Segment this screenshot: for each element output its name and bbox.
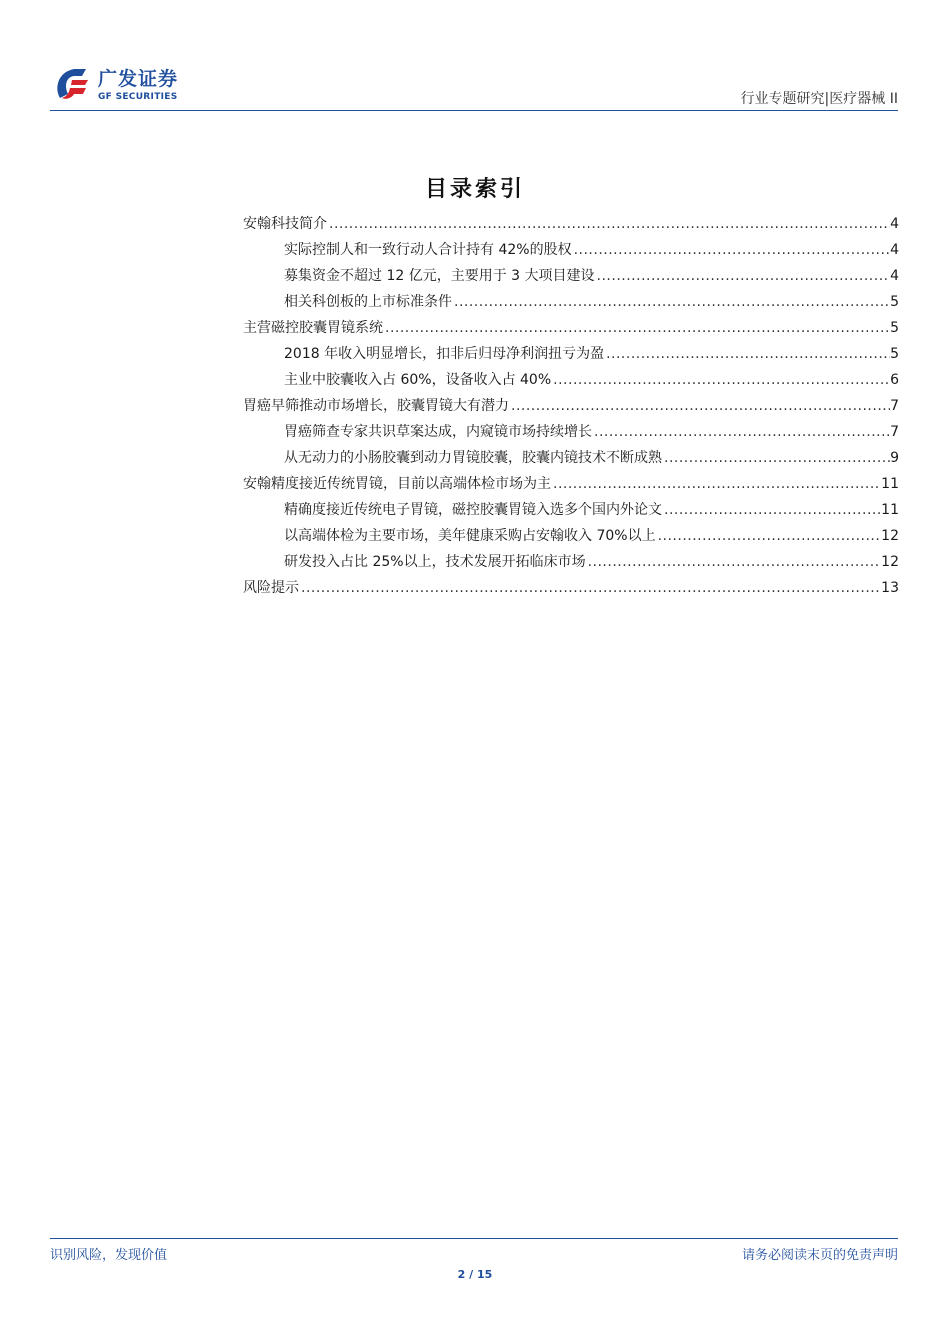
toc-leader-dots [572,237,891,263]
toc-entry-page: 11 [881,476,899,492]
logo-chinese-name: 广发证券 [98,68,179,90]
logo-english-name: GF SECURITIES [98,92,178,102]
toc-entry-text: 主业中胶囊收入占 60%，设备收入占 40% [284,372,552,388]
toc-entry-text: 实际控制人和一致行动人合计持有 42%的股权 [284,242,572,258]
toc-entry[interactable] [243,471,899,497]
page-header [50,62,898,110]
toc-entry-page: 4 [890,242,899,258]
toc-leader-dots [383,315,890,341]
toc-entry-page: 11 [881,502,899,518]
footer-divider [50,1238,898,1239]
toc-entry-text: 精确度接近传统电子胃镜，磁控胶囊胃镜入选多个国内外论文 [284,502,662,518]
toc-leader-dots [509,393,890,419]
toc-leader-dots [299,575,881,601]
toc-entry-page: 12 [881,554,899,570]
toc-entry[interactable] [243,237,899,263]
toc-entry-text: 安翰精度接近传统胃镜，目前以高端体检市场为主 [243,476,551,492]
toc-entry[interactable] [243,445,899,471]
toc-entry-page: 12 [881,528,899,544]
toc-entry-text: 研发投入占比 25%以上，技术发展开拓临床市场 [284,554,586,570]
toc-leader-dots [662,497,881,523]
toc-entry[interactable] [243,393,899,419]
toc-entry-page: 7 [890,424,899,440]
toc-leader-dots [604,341,890,367]
toc-entry[interactable] [243,575,899,601]
toc-entry-page: 9 [890,450,899,466]
toc-entry[interactable] [243,367,899,393]
toc-entry-page: 4 [890,216,899,232]
toc-entry-text: 相关科创板的上市标准条件 [284,294,452,310]
gf-logo-icon [52,64,94,106]
report-type-label: 行业专题研究|医疗器械 II [740,91,898,107]
toc-entry-page: 4 [890,268,899,284]
page-number: 2 / 15 [457,1268,493,1281]
toc-entry[interactable] [243,341,899,367]
toc-entry-page: 5 [890,320,899,336]
footer-disclaimer: 请务必阅读末页的免责声明 [741,1248,898,1263]
toc-entry-page: 5 [890,294,899,310]
toc-entry[interactable] [243,419,899,445]
toc-entry[interactable] [243,549,899,575]
toc-entry-text: 胃癌早筛推动市场增长，胶囊胃镜大有潜力 [243,398,509,414]
toc-entry-text: 风险提示 [243,580,299,596]
toc-entry[interactable] [243,523,899,549]
header-divider [50,110,898,111]
toc-title: 目录索引 [424,177,525,202]
toc-entry-text: 2018 年收入明显增长，扣非后归母净利润扭亏为盈 [284,346,605,362]
toc-entry[interactable] [243,497,899,523]
toc-leader-dots [592,419,890,445]
toc-entry-page: 6 [890,372,899,388]
gf-securities-logo [50,62,210,110]
toc-entry[interactable] [243,263,899,289]
toc-entry-text: 募集资金不超过 12 亿元，主要用于 3 大项目建设 [284,268,595,284]
toc-entry-page: 13 [881,580,899,596]
toc-leader-dots [327,211,890,237]
toc-entry-page: 7 [890,398,899,414]
toc-entry-text: 从无动力的小肠胶囊到动力胃镜胶囊，胶囊内镜技术不断成熟 [284,450,662,466]
toc-leader-dots [595,263,891,289]
toc-entry-text: 以高端体检为主要市场，美年健康采购占安翰收入 70%以上 [284,528,656,544]
table-of-contents [243,211,899,601]
toc-entry-text: 安翰科技简介 [243,216,327,232]
toc-entry-text: 胃癌筛查专家共识草案达成，内窥镜市场持续增长 [284,424,592,440]
toc-entry-page: 5 [890,346,899,362]
toc-entry[interactable] [243,211,899,237]
toc-leader-dots [452,289,890,315]
toc-leader-dots [586,549,882,575]
toc-entry-text: 主营磁控胶囊胃镜系统 [243,320,383,336]
toc-entry[interactable] [243,315,899,341]
toc-leader-dots [662,445,890,471]
toc-leader-dots [551,367,890,393]
toc-leader-dots [656,523,882,549]
toc-entry[interactable] [243,289,899,315]
footer-slogan: 识别风险，发现价值 [50,1248,168,1263]
toc-leader-dots [551,471,881,497]
